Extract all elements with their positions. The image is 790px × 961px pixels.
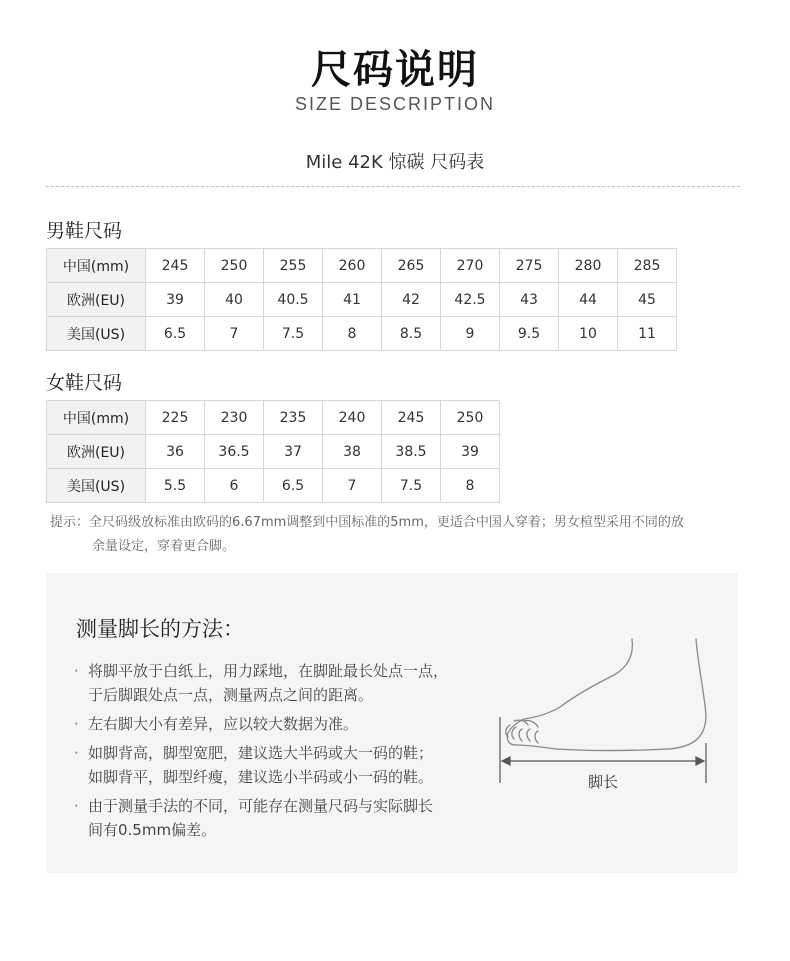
list-item	[74, 741, 494, 789]
table-cell: 270	[441, 249, 500, 283]
row-header: 欧洲(EU)	[47, 435, 146, 469]
row-header: 中国(mm)	[47, 401, 146, 435]
table-cell: 6.5	[264, 469, 323, 503]
table-cell: 245	[382, 401, 441, 435]
table-cell: 285	[618, 249, 677, 283]
table-row	[47, 401, 500, 435]
women-section-title: 女鞋尺码	[46, 372, 123, 394]
table-cell: 230	[205, 401, 264, 435]
step-line: · 如脚背高，脚型宽肥，建议选大半码或大一码的鞋；	[88, 744, 434, 762]
table-cell: 38	[323, 435, 382, 469]
step-line: · 左右脚大小有差异，应以较大数据为准。	[88, 715, 359, 733]
table-cell: 275	[500, 249, 559, 283]
measure-steps	[74, 659, 494, 847]
table-cell: 43	[500, 283, 559, 317]
table-cell: 42.5	[441, 283, 500, 317]
men-section-title: 男鞋尺码	[46, 220, 123, 242]
note-line: 余量设定，穿着更合脚。	[92, 539, 236, 554]
table-cell: 250	[205, 249, 264, 283]
table-cell: 39	[146, 283, 205, 317]
note-line: 提示：全尺码级放标准由欧码的6.67mm调整到中国标准的5mm，更适合中国人穿着；男女楦型采用不同的放	[50, 515, 684, 530]
table-cell: 36	[146, 435, 205, 469]
row-header: 中国(mm)	[47, 249, 146, 283]
row-header: 欧洲(EU)	[47, 283, 146, 317]
table-cell: 245	[146, 249, 205, 283]
table-cell: 11	[618, 317, 677, 351]
step-line: · 将脚平放于白纸上，用力踩地，在脚趾最长处点一点，	[88, 662, 449, 680]
men-size-table	[46, 248, 677, 351]
table-cell: 265	[382, 249, 441, 283]
women-size-table	[46, 400, 500, 503]
list-item	[74, 659, 494, 707]
table-cell: 45	[618, 283, 677, 317]
list-item	[74, 794, 494, 842]
table-cell: 280	[559, 249, 618, 283]
measure-panel	[46, 573, 738, 873]
dashed-divider	[46, 186, 740, 187]
table-cell: 235	[264, 401, 323, 435]
table-cell: 37	[264, 435, 323, 469]
table-cell: 250	[441, 401, 500, 435]
table-cell: 8	[323, 317, 382, 351]
step-line: 间有0.5mm偏差。	[88, 821, 217, 839]
table-cell: 225	[146, 401, 205, 435]
size-chart-title: Mile 42K 惊碳 尺码表	[305, 152, 485, 173]
table-cell: 6.5	[146, 317, 205, 351]
table-row	[47, 249, 677, 283]
table-cell: 255	[264, 249, 323, 283]
table-cell: 10	[559, 317, 618, 351]
step-line: 如脚背平，脚型纤瘦，建议选小半码或小一码的鞋。	[88, 768, 434, 786]
table-cell: 240	[323, 401, 382, 435]
table-cell: 40	[205, 283, 264, 317]
page-subtitle: SIZE DESCRIPTION	[294, 94, 496, 114]
table-cell: 36.5	[205, 435, 264, 469]
page-title: 尺码说明	[311, 47, 479, 93]
table-row	[47, 435, 500, 469]
table-cell: 5.5	[146, 469, 205, 503]
table-row	[47, 283, 677, 317]
foot-length-label: 脚长	[588, 773, 619, 791]
table-cell: 39	[441, 435, 500, 469]
size-note	[50, 511, 750, 559]
measure-title: 测量脚长的方法：	[76, 617, 244, 641]
row-header: 美国(US)	[47, 469, 146, 503]
step-line: 于后脚跟处点一点，测量两点之间的距离。	[88, 686, 374, 704]
table-cell: 9	[441, 317, 500, 351]
step-line: · 由于测量手法的不同，可能存在测量尺码与实际脚长	[88, 797, 434, 815]
table-cell: 7	[205, 317, 264, 351]
table-cell: 8	[441, 469, 500, 503]
foot-outline-icon	[498, 633, 718, 793]
table-cell: 38.5	[382, 435, 441, 469]
table-cell: 40.5	[264, 283, 323, 317]
table-cell: 6	[205, 469, 264, 503]
table-cell: 42	[382, 283, 441, 317]
table-cell: 8.5	[382, 317, 441, 351]
list-item	[74, 712, 494, 736]
table-cell: 7	[323, 469, 382, 503]
table-cell: 7.5	[382, 469, 441, 503]
table-cell: 260	[323, 249, 382, 283]
table-row	[47, 317, 677, 351]
table-cell: 44	[559, 283, 618, 317]
table-row	[47, 469, 500, 503]
row-header: 美国(US)	[47, 317, 146, 351]
table-cell: 9.5	[500, 317, 559, 351]
table-cell: 41	[323, 283, 382, 317]
table-cell: 7.5	[264, 317, 323, 351]
